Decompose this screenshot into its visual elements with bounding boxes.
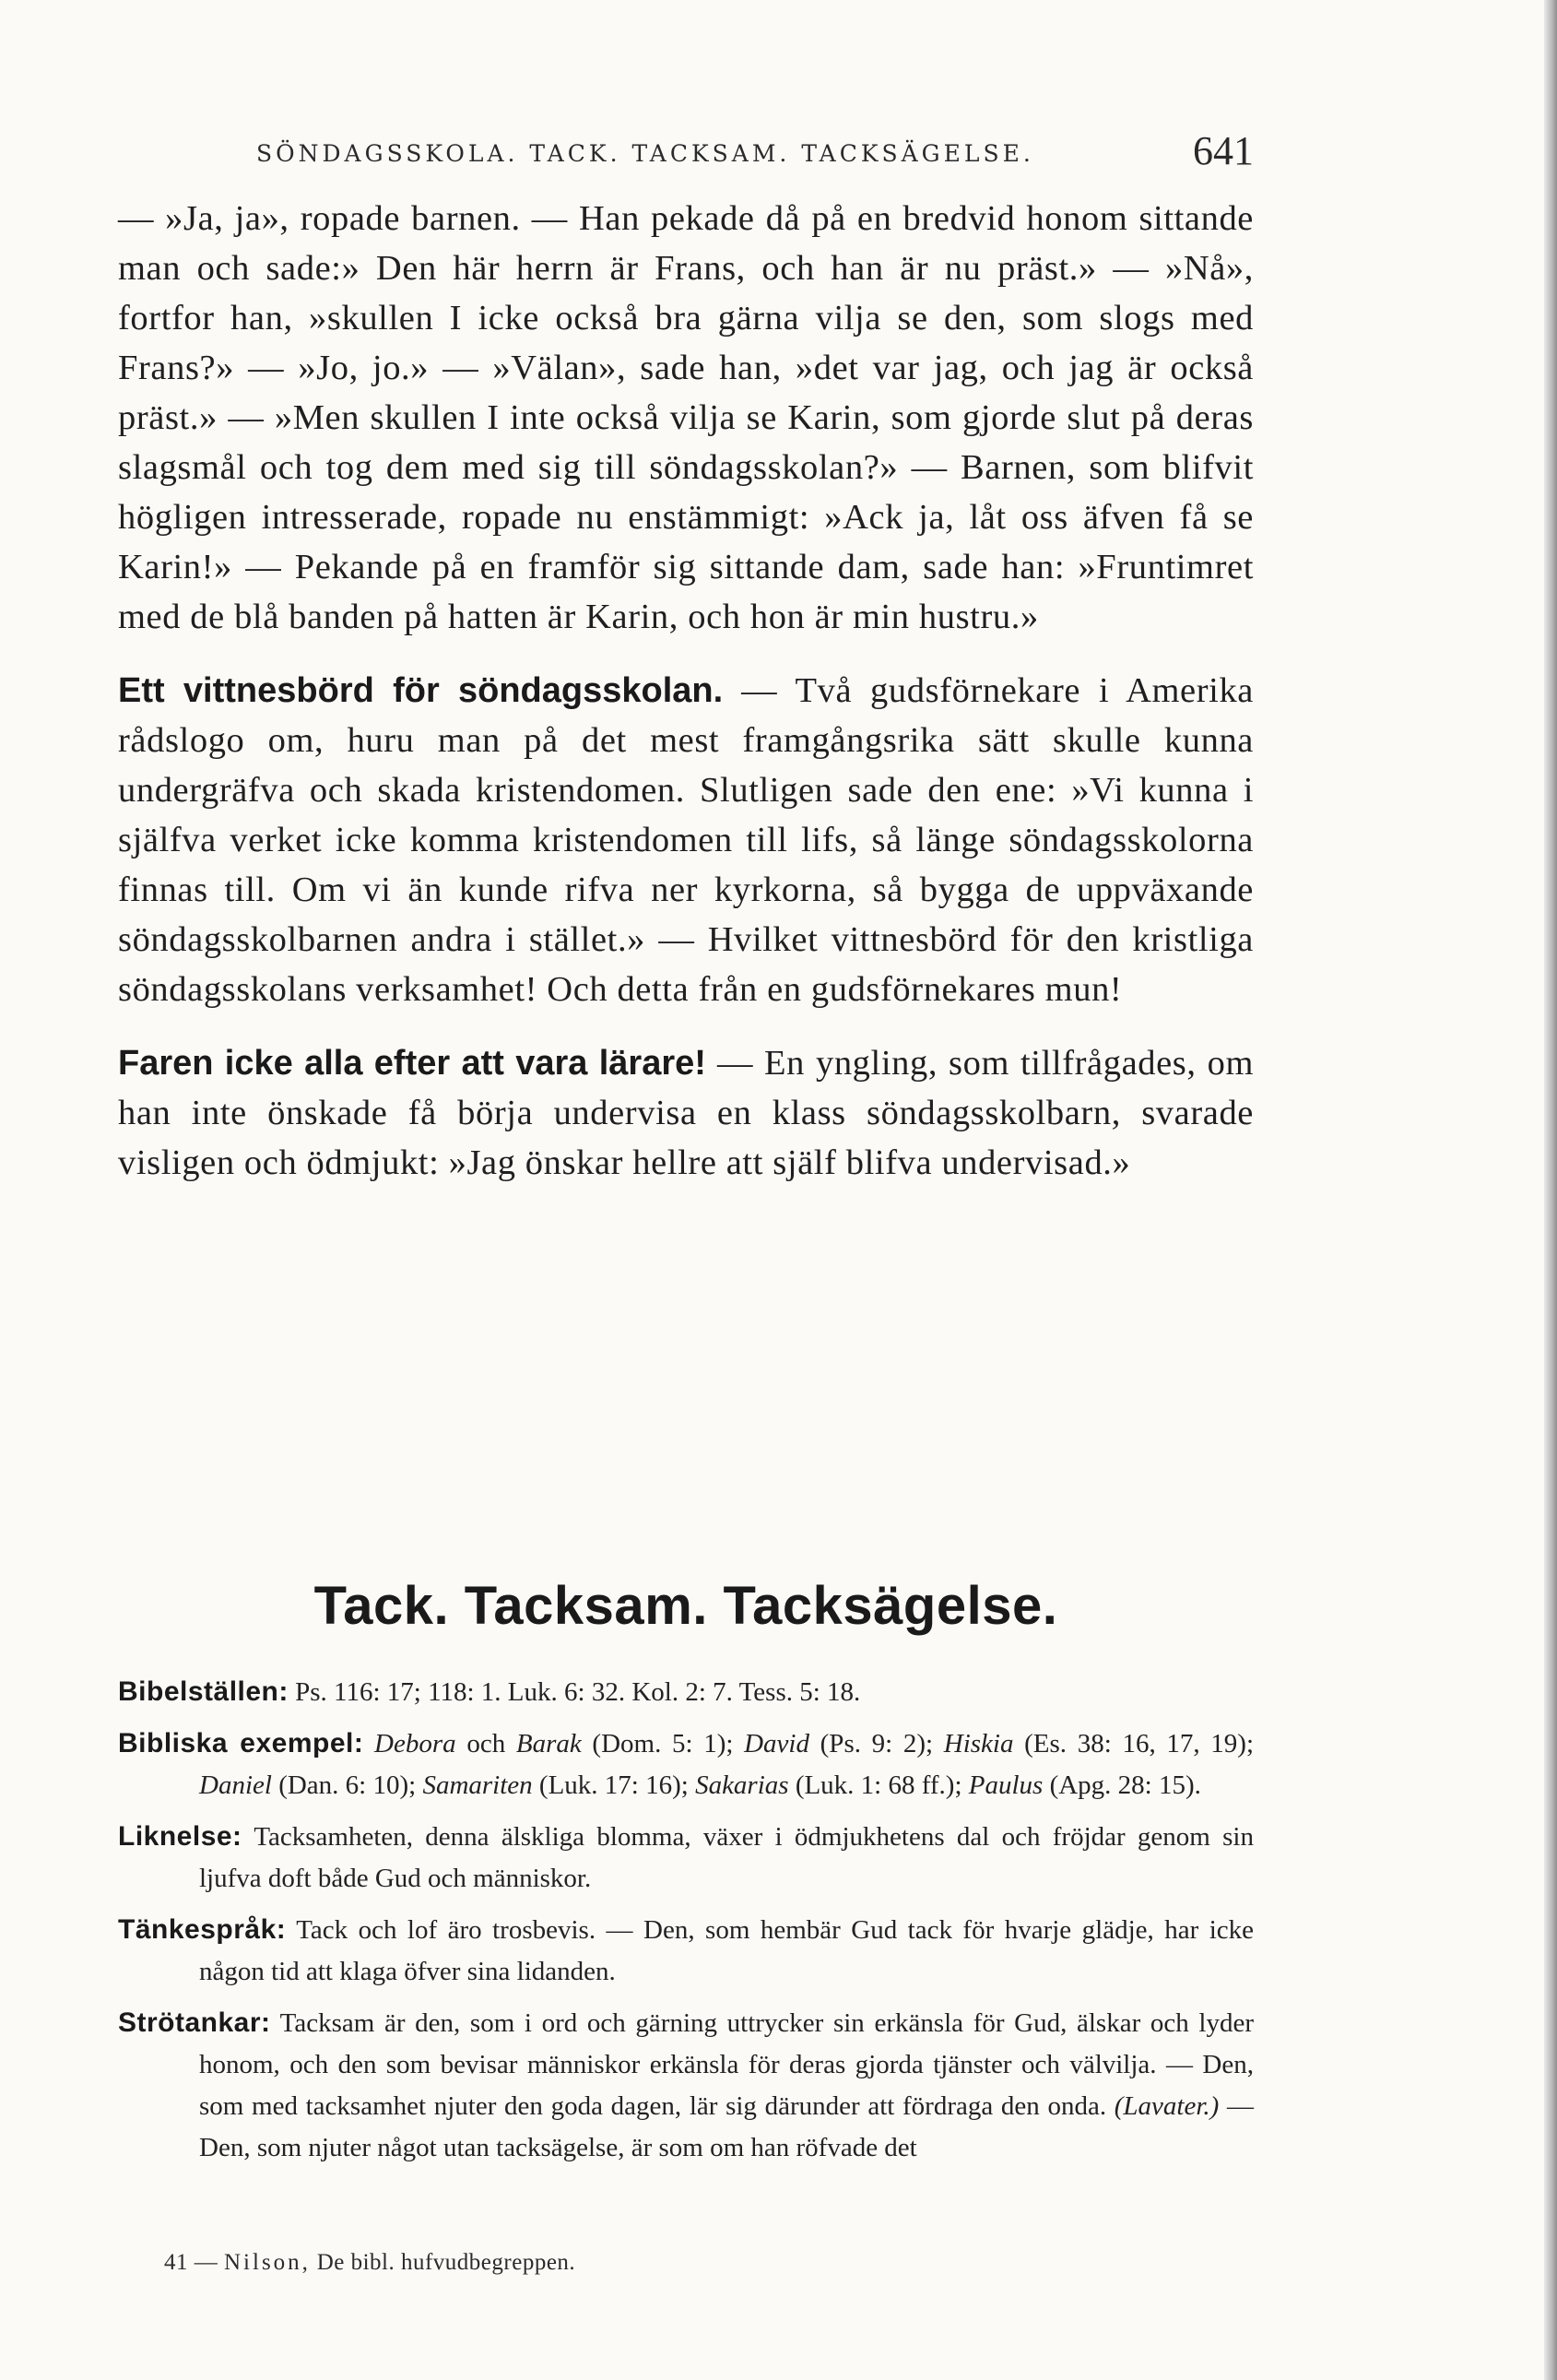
signature-work: De bibl. hufvudbegreppen. <box>316 2250 576 2275</box>
example-ref: (Ps. 9: 2); <box>808 1729 944 1758</box>
attribution: (Lavater.) <box>1114 2091 1220 2121</box>
entry-strotankar <box>118 2002 1254 2169</box>
entry-label: Tänkespråk: <box>118 1914 287 1945</box>
run-in-heading: Ett vittnesbörd för söndagsskolan. <box>118 671 724 710</box>
paragraph-larare <box>118 1038 1254 1188</box>
paragraph-vittnesbord <box>118 666 1254 1014</box>
paragraph-text: — Två gudsförnekare i Amerika rådslogo om, huru man på det mest framgångsrika sätt skulle kunna undergräfva och skada kristendomen. Slutligen sade den ene: »Vi kunna i själfva verket icke komma kristendomen till lifs, så länge söndagsskolorna finnas till. Om vi än kunde rifva ner kyrkorna, så bygga de uppväxande söndagsskolbarnen andra i stället.» — Hvilket vittnesbörd för den kristliga söndagsskolans verksamhet! Och detta från en gudsförnekares mun! <box>118 671 1254 1009</box>
example-ref: (Apg. 28: 15). <box>1043 1770 1201 1800</box>
entry-text: Tacksamheten, denna älskliga blomma, växer i ödmjukhetens dal och fröjdar genom sin ljufva doft både Gud och människor. <box>199 1822 1254 1893</box>
section-title: Tack. Tacksam. Tacksägelse. <box>313 1576 1058 1636</box>
paragraph-text: — En yngling, som tillfrågades, om han inte önskade få börja undervisa en klass söndagsskolbarn, svarade visligen och ödmjukt: »Jag önskar hellre att själf blifva undervisad.» <box>118 1044 1254 1182</box>
entry-bibelstallen <box>118 1671 1254 1713</box>
example-ref: (Dom. 5: 1); <box>581 1729 745 1758</box>
running-title: SÖNDAGSSKOLA. TACK. TACKSAM. TACKSÄGELSE. <box>256 140 1034 167</box>
reference-list <box>118 1671 1254 2178</box>
example-ref: (Luk. 1: 68 ff.); <box>788 1770 969 1800</box>
example-name: Debora <box>374 1729 456 1758</box>
entry-text: Ps. 116: 17; 118: 1. Luk. 6: 32. Kol. 2: 7. Tess. 5: 18. <box>295 1677 861 1707</box>
body-text <box>118 194 1254 1188</box>
entry-label: Bibliska exempel: <box>118 1728 364 1758</box>
entry-liknelse <box>118 1816 1254 1900</box>
entry-text: Tack och lof äro trosbevis. — Den, som hembär Gud tack för hvarje glädje, har icke någon tid att klaga öfver sina lidanden. <box>199 1915 1255 1986</box>
entry-tankesprak <box>118 1909 1254 1993</box>
paragraph-text: — »Ja, ja», ropade barnen. — Han pekade då på en bredvid honom sittande man och sade:» Den här herrn är Frans, och han är nu präst.» — »Nå», fortfor han, »skullen I icke också bra gärna vilja se den, som slogs med Frans?» — »Jo, jo.» — »Välan», sade han, »det var jag, och jag är också präst.» — »Men skullen I inte också vilja se Karin, som gjorde slut på deras slagsmål och tog dem med sig till söndagsskolan?» — Barnen, som blifvit högligen intresserade, ropade nu enstämmigt: »Ack ja, låt oss äfven få se Karin!» — Pekande på en framför sig sittande dam, sade han: »Fruntimret med de blå banden på hatten är Karin, och hon är min hustru.» <box>118 199 1254 636</box>
example-name: Samariten <box>422 1770 533 1800</box>
page-number: 641 <box>1193 128 1254 173</box>
example-ref: (Luk. 17: 16); <box>532 1770 696 1800</box>
example-name: Hiskia <box>943 1729 1014 1758</box>
example-name: Sakarias <box>695 1770 789 1800</box>
run-in-heading: Faren icke alla efter att vara lärare! <box>118 1044 706 1083</box>
entry-label: Liknelse: <box>118 1821 242 1852</box>
paragraph-dialogue <box>118 194 1254 642</box>
example-name: Paulus <box>968 1770 1044 1800</box>
entry-text: Tacksam är den, som i ord och gärning uttrycker sin erkänsla för Gud, älskar och lyder honom, och den som bevisar människor erkänsla för deras gjorda tjänster och välvilja. — Den, som med tacksamhet njuter den goda dagen, lär sig därunder att fördraga den onda. <box>199 2008 1254 2121</box>
example-name: Barak <box>515 1729 582 1758</box>
entry-label: Strötankar: <box>118 2007 271 2038</box>
signature-line <box>164 2250 575 2276</box>
example-ref: (Dan. 6: 10); <box>271 1770 423 1800</box>
entry-bibliska-exempel <box>118 1723 1254 1806</box>
entry-label: Bibelställen: <box>118 1676 289 1707</box>
signature-number: 41 <box>164 2250 188 2275</box>
example-ref: (Es. 38: 16, 17, 19); <box>1013 1729 1255 1758</box>
page-edge-shadow <box>1544 0 1557 2380</box>
example-name: Daniel <box>199 1770 272 1800</box>
example-ref: och <box>455 1729 516 1758</box>
entry-continuation: — Den, som njuter något utan tacksägelse, är som om han röfvade det <box>199 2091 1255 2162</box>
signature-author: Nilson, <box>224 2250 311 2275</box>
signature-dash: — <box>194 2250 218 2275</box>
running-head <box>118 127 1254 183</box>
example-name: David <box>744 1729 809 1758</box>
